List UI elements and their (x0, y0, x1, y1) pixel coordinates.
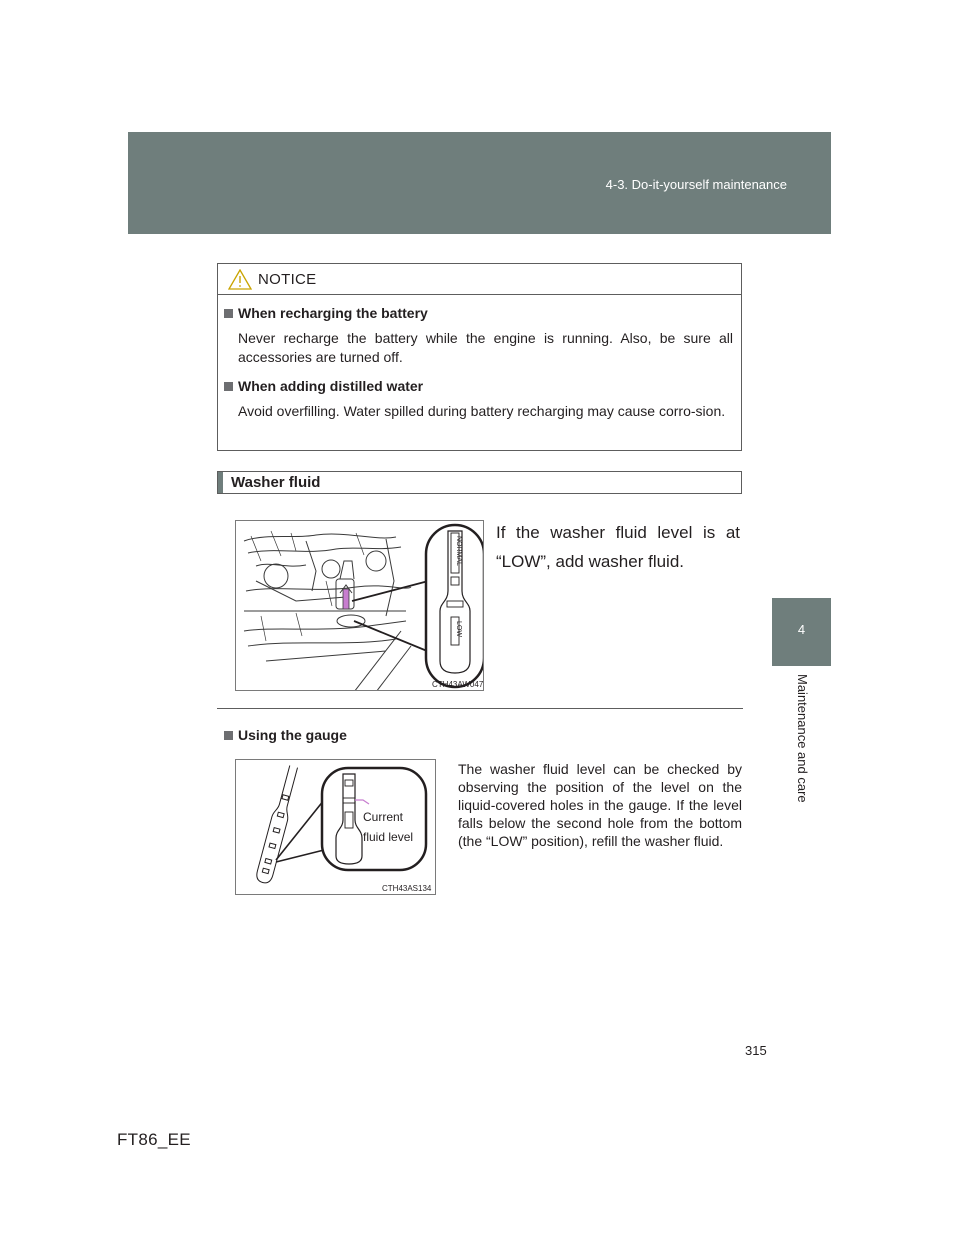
notice-item-heading (224, 305, 733, 321)
section-accent (218, 472, 223, 493)
figure-code: CTH43AW047 (432, 680, 484, 689)
notice-body (218, 295, 741, 421)
current-level-label-line: fluid level (363, 830, 414, 844)
gauge-heading-text: Using the gauge (238, 727, 347, 743)
current-level-label (363, 807, 413, 847)
notice-header (218, 264, 741, 295)
page-number: 315 (745, 1043, 767, 1058)
figure-code: CTH43AS134 (382, 884, 432, 893)
gauge-normal-mark: NORMAL (455, 536, 462, 566)
square-bullet-icon (224, 731, 233, 740)
washer-fluid-intro: If the washer fluid level is at “LOW”, add washer fluid. (496, 523, 740, 571)
notice-title: NOTICE (258, 271, 317, 288)
chapter-label (793, 674, 813, 814)
section-heading-bar (217, 471, 742, 494)
square-bullet-icon (224, 309, 233, 318)
notice-item-heading (224, 378, 733, 394)
notice-box (217, 263, 742, 451)
gauge-low-mark: LOW (455, 621, 462, 637)
notice-item-text: Avoid overfilling. Water spilled during battery recharging may cause corro-sion. (238, 403, 726, 419)
current-level-label-line: Current (363, 810, 404, 824)
chapter-label-text: Maintenance and care (795, 674, 810, 803)
chapter-tab (772, 598, 831, 666)
footer-code: FT86_EE (117, 1130, 191, 1149)
notice-item-text: Never recharge the battery while the engine is running. Also, be sure all accessories are turned off. (238, 330, 733, 365)
square-bullet-icon (224, 382, 233, 391)
gauge-illustration (235, 759, 436, 895)
engine-bay-drawing (236, 521, 484, 691)
engine-bay-illustration (235, 520, 484, 691)
gauge-heading (224, 727, 347, 743)
notice-item-heading-text: When adding distilled water (238, 378, 424, 394)
warning-triangle-icon (228, 269, 252, 295)
section-title: Washer fluid (231, 474, 321, 491)
divider-line (217, 708, 743, 709)
chapter-number: 4 (797, 622, 806, 637)
header-band (128, 132, 831, 234)
section-header: 4-3. Do-it-yourself maintenance (605, 177, 787, 192)
notice-item-heading-text: When recharging the battery (238, 305, 428, 321)
gauge-description: The washer fluid level can be checked by observing the position of the level on the liquid-covered holes in the gauge. If the level falls below the second hole from the bottom (the “LOW” position), refill the washer fluid. (458, 761, 742, 849)
